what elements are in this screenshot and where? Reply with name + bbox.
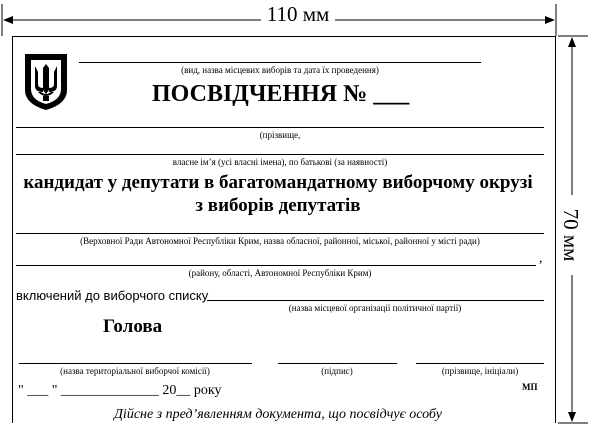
voting-list-label: включений до виборчого списку	[16, 288, 209, 303]
candidate-heading-line2: з виборів депутатів	[195, 195, 361, 216]
election-line	[79, 62, 481, 63]
surname-caption: (прізвище,	[259, 130, 301, 140]
party-line	[207, 300, 544, 301]
validity-note: Дійсне з пред’явленням документа, що посвідчує особу	[114, 407, 442, 422]
commission-line	[19, 363, 252, 364]
initials-line	[416, 363, 544, 364]
election-caption: (вид, назва місцевих виборів та дата їх проведення)	[181, 65, 379, 75]
candidate-heading-line1: кандидат у депутати в багатомандатному виборчому окрузі	[23, 172, 533, 193]
region-line	[16, 265, 536, 266]
sign-caption: (підпис)	[321, 366, 353, 376]
head-label: Голова	[103, 316, 163, 337]
council-line	[16, 233, 544, 234]
surname-line	[16, 127, 544, 128]
region-caption: (району, області, Автономної Республіки Крим)	[188, 268, 372, 278]
initials-caption: (прізвище, ініціали)	[441, 366, 519, 376]
width-label: 110 мм	[0, 2, 596, 26]
certificate-title: ПОСВІДЧЕННЯ № ___	[152, 81, 410, 107]
sign-line	[278, 363, 397, 364]
name-caption: власне ім’я (усі власні імена), по батькові (за наявності)	[172, 157, 388, 167]
height-label: 70 мм	[559, 195, 583, 275]
trident-coat-of-arms-icon	[23, 52, 69, 112]
name-line	[16, 154, 544, 155]
party-caption: (назва місцевої організації політичної партії)	[288, 303, 462, 313]
issue-date: " ___ " ______________ 20__ року	[18, 383, 222, 398]
council-caption: (Верховної Ради Автономної Республіки Крим, назва обласної, районної, міської, районної у місті ради)	[80, 236, 480, 246]
stamp-place: МП	[522, 382, 538, 392]
region-comma: ,	[539, 251, 543, 266]
commission-caption: (назва територіальної виборчої комісії)	[60, 366, 210, 376]
